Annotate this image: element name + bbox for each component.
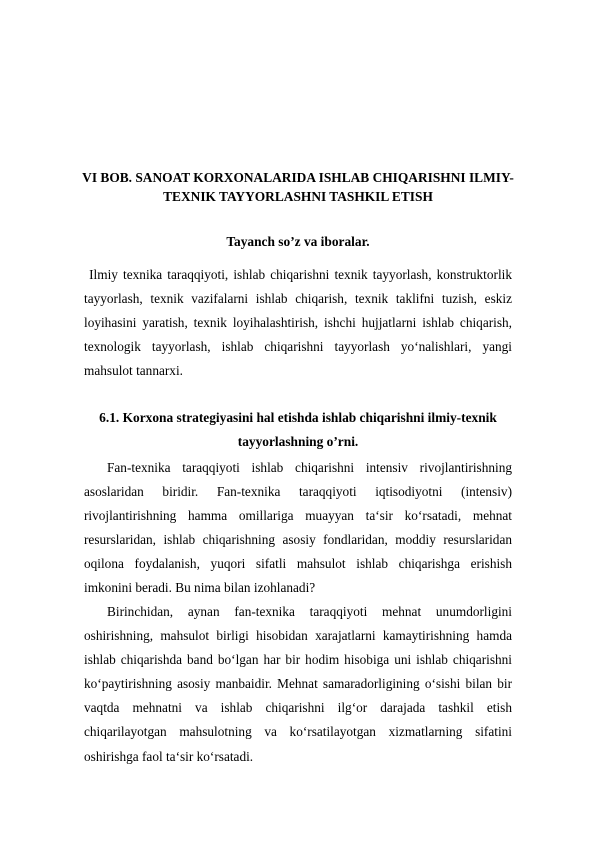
section-title-line-2: tayyorlashning o’rni. (237, 434, 359, 449)
chapter-title-line-1: VI BOB. SANOAT KORXONALARIDA ISHLAB CHIQARISHNI ILMIY- (82, 170, 514, 185)
section-title-line-1: 6.1. Korxona strategiyasini hal etishda ishlab chiqarishni ilmiy-texnik (99, 410, 497, 425)
section-title (84, 406, 512, 454)
chapter-title (60, 168, 536, 206)
body-paragraph-1: Fan-texnika taraqqiyoti ishlab chiqarishni intensiv rivojlantirishning asoslaridan biridir. Fan-texnika taraqqiyoti iqtisodiyotni (intensiv) rivojlantirishning hamma omillariga muayyan ta‘sir ko‘rsatadi, mehnat resurslaridan, ishlab chiqarishning asosiy fondlaridan, moddiy resurslaridan oqilona foydalanish, yuqori sifatli mahsulot ishlab chiqarishga erishish imkonini beradi. Bu nima bilan izohlanadi? (84, 460, 512, 596)
chapter-title-line-2: TEXNIK TAYYORLASHNI TASHKIL ETISH (163, 189, 433, 204)
body-paragraph-2: Birinchidan, aynan fan-texnika taraqqiyoti mehnat unumdorligini oshirishning, mahsulot birligi hisobidan xarajatlarni kamaytirishning hamda ishlab chiqarishda band bo‘lgan har bir hodim hisobiga uni ishlab chiqarishni ko‘paytirishning asosiy manbaidir. Mehnat samaradorligining o‘sishi bilan bir vaqtda mehnatni va ishlab chiqarishni ilg‘or darajada tashkil etish chiqarilayotgan mahsulotning va ko‘rsatilayotgan xizmatlarning sifatini oshirishga faol ta‘sir ko‘rsatadi. (84, 604, 512, 764)
keywords-heading: Tayanch so’z va iboralar. (226, 234, 370, 249)
keywords-text-content: Ilmiy texnika taraqqiyoti, ishlab chiqarishni texnik tayyorlash, konstruktorlik tayyorlash, texnik vazifalarni ishlab chiqarish, texnik taklifni tuzish, eskiz loyihasini yaratish, texnik loyihalashtirish, ishchi hujjatlarni ishlab chiqarish, texnologik tayyorlash, ishlab chiqarishni tayyorlash yo‘nalishlari, yangi mahsulot tannarxi. (84, 267, 512, 378)
keywords-text (84, 263, 512, 383)
